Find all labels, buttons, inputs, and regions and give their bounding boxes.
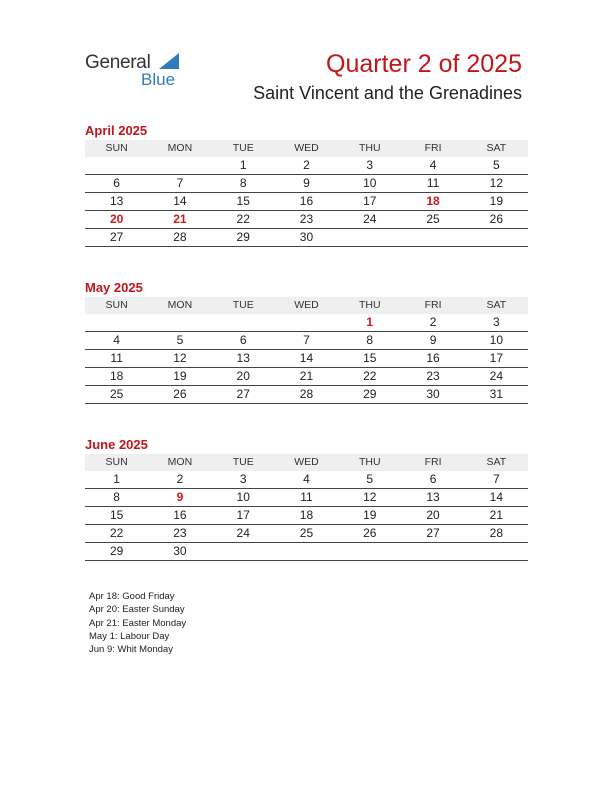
day-cell: 11 <box>426 176 440 190</box>
day-cell: 26 <box>363 526 377 540</box>
weekday-header: WED <box>294 456 319 468</box>
day-cell: 15 <box>236 194 250 208</box>
empty-day-cell <box>401 543 464 560</box>
weekday-header: SUN <box>105 456 128 468</box>
day-cell: 6 <box>429 472 437 486</box>
weekday-header: MON <box>167 456 193 468</box>
day-cell: 8 <box>113 490 120 504</box>
day-cell: 28 <box>299 387 314 401</box>
day-cell: 5 <box>176 333 184 347</box>
day-cell: 12 <box>363 490 377 504</box>
empty-day-cell <box>465 543 528 560</box>
holiday-day-cell: 1 <box>366 315 374 329</box>
holiday-day-cell: 21 <box>173 212 187 226</box>
day-cell: 22 <box>109 526 124 540</box>
month-june <box>85 436 528 561</box>
logo-blue-text: Blue <box>141 70 176 89</box>
holiday-day-cell: 9 <box>176 490 184 504</box>
day-cell: 16 <box>173 508 187 522</box>
day-cell: 18 <box>299 508 314 522</box>
day-cell: 4 <box>429 158 437 172</box>
weekday-header: WED <box>294 299 319 311</box>
weekday-header: FRI <box>424 299 442 311</box>
empty-day-cell <box>212 314 275 331</box>
day-cell: 11 <box>110 351 123 365</box>
weekday-header: TUE <box>232 299 254 311</box>
day-cell: 17 <box>363 194 377 208</box>
day-cell: 6 <box>239 333 247 347</box>
day-cell: 31 <box>489 387 503 401</box>
day-cell: 2 <box>176 472 184 486</box>
week-row <box>85 350 528 368</box>
holiday-day-cell: 20 <box>109 212 124 226</box>
holiday-note: May 1: Labour Day <box>89 630 170 642</box>
day-cell: 27 <box>109 230 124 244</box>
empty-day-cell <box>85 314 148 331</box>
weekday-header: THU <box>358 299 381 311</box>
page-title: Quarter 2 of 2025 <box>326 50 522 78</box>
day-cell: 21 <box>489 508 503 522</box>
day-cell: 4 <box>113 333 120 347</box>
day-cell: 30 <box>173 544 187 558</box>
day-cell: 20 <box>426 508 440 522</box>
day-cell: 5 <box>366 472 374 486</box>
empty-day-cell <box>338 543 401 560</box>
day-cell: 29 <box>109 544 124 558</box>
day-cell: 9 <box>429 333 437 347</box>
empty-day-cell <box>338 229 401 246</box>
day-cell: 7 <box>303 333 310 347</box>
day-cell: 7 <box>176 176 184 190</box>
weekday-header: SUN <box>105 142 128 154</box>
day-cell: 24 <box>363 212 377 226</box>
weekday-header: SUN <box>105 299 128 311</box>
day-cell: 23 <box>426 369 440 383</box>
holiday-note: Apr 18: Good Friday <box>89 591 175 602</box>
day-cell: 27 <box>236 387 250 401</box>
day-cell: 20 <box>236 369 250 383</box>
day-cell: 11 <box>300 490 313 504</box>
weekday-header: SAT <box>486 299 507 311</box>
day-cell: 24 <box>236 526 250 540</box>
holiday-notes <box>89 590 186 656</box>
day-cell: 14 <box>299 351 314 365</box>
day-cell: 18 <box>109 369 124 383</box>
day-cell: 14 <box>173 194 187 208</box>
holiday-day-cell: 18 <box>426 194 440 208</box>
empty-day-cell <box>85 157 148 174</box>
day-cell: 1 <box>113 472 120 486</box>
week-row <box>85 229 528 247</box>
day-cell: 30 <box>299 230 314 244</box>
holiday-note: Jun 9: Whit Monday <box>89 644 173 656</box>
day-cell: 16 <box>426 351 440 365</box>
day-cell: 19 <box>173 369 187 383</box>
day-cell: 26 <box>489 212 503 226</box>
day-cell: 19 <box>363 508 377 522</box>
day-cell: 25 <box>426 212 440 226</box>
week-row <box>85 332 528 350</box>
day-cell: 17 <box>489 351 503 365</box>
day-cell: 25 <box>109 387 124 401</box>
month-title: June 2025 <box>85 437 148 452</box>
empty-day-cell <box>401 229 464 246</box>
day-cell: 22 <box>236 212 250 226</box>
week-row <box>85 157 528 175</box>
weekday-header: SAT <box>486 142 507 154</box>
day-cell: 13 <box>109 194 124 208</box>
day-cell: 13 <box>426 490 440 504</box>
day-cell: 26 <box>173 387 187 401</box>
empty-day-cell <box>465 229 528 246</box>
month-april <box>85 122 528 247</box>
day-cell: 12 <box>489 176 503 190</box>
weekday-header: FRI <box>424 142 442 154</box>
day-cell: 2 <box>303 158 310 172</box>
day-cell: 29 <box>236 230 250 244</box>
day-cell: 16 <box>299 194 314 208</box>
week-row <box>85 525 528 543</box>
day-cell: 13 <box>236 351 250 365</box>
week-row <box>85 507 528 525</box>
day-cell: 28 <box>489 526 503 540</box>
day-cell: 29 <box>363 387 377 401</box>
day-cell: 30 <box>426 387 440 401</box>
day-cell: 3 <box>492 315 500 329</box>
holiday-note: Apr 21: Easter Monday <box>89 617 187 629</box>
day-cell: 27 <box>426 526 440 540</box>
day-cell: 28 <box>173 230 187 244</box>
day-cell: 3 <box>366 158 374 172</box>
day-cell: 9 <box>303 176 310 190</box>
month-title: May 2025 <box>85 280 143 295</box>
weekday-header-row <box>85 454 528 471</box>
day-cell: 8 <box>239 176 247 190</box>
day-cell: 10 <box>489 333 503 347</box>
logo-triangle-icon <box>159 53 179 69</box>
day-cell: 22 <box>363 369 377 383</box>
weekday-header-row <box>85 297 528 314</box>
day-cell: 14 <box>489 490 503 504</box>
day-cell: 23 <box>299 212 314 226</box>
week-row <box>85 489 528 507</box>
week-row <box>85 543 528 561</box>
day-cell: 15 <box>363 351 377 365</box>
week-row <box>85 314 528 332</box>
weekday-header: TUE <box>232 142 254 154</box>
weekday-header-row <box>85 140 528 157</box>
page-subtitle: Saint Vincent and the Grenadines <box>253 83 522 103</box>
day-cell: 7 <box>492 472 500 486</box>
weekday-header: SAT <box>486 456 507 468</box>
day-cell: 6 <box>113 176 120 190</box>
holiday-note: Apr 20: Easter Sunday <box>89 604 185 616</box>
day-cell: 1 <box>239 158 247 172</box>
week-row <box>85 193 528 211</box>
day-cell: 24 <box>489 369 503 383</box>
month-may <box>85 279 528 404</box>
day-cell: 4 <box>303 472 310 486</box>
day-cell: 5 <box>492 158 500 172</box>
day-cell: 25 <box>299 526 314 540</box>
day-cell: 12 <box>173 351 187 365</box>
empty-day-cell <box>212 543 275 560</box>
week-row <box>85 471 528 489</box>
day-cell: 10 <box>236 490 250 504</box>
week-row <box>85 175 528 193</box>
weekday-header: TUE <box>232 456 254 468</box>
weekday-header: THU <box>358 456 381 468</box>
day-cell: 17 <box>236 508 250 522</box>
day-cell: 8 <box>366 333 374 347</box>
weekday-header: THU <box>358 142 381 154</box>
empty-day-cell <box>148 314 211 331</box>
day-cell: 19 <box>489 194 503 208</box>
day-cell: 10 <box>363 176 377 190</box>
empty-day-cell <box>148 157 211 174</box>
day-cell: 21 <box>299 369 314 383</box>
week-row <box>85 368 528 386</box>
day-cell: 23 <box>173 526 187 540</box>
weekday-header: WED <box>294 142 319 154</box>
general-blue-logo <box>85 50 185 90</box>
day-cell: 3 <box>239 472 247 486</box>
empty-day-cell <box>275 314 338 331</box>
day-cell: 2 <box>429 315 437 329</box>
empty-day-cell <box>275 543 338 560</box>
weekday-header: MON <box>167 142 193 154</box>
weekday-header: FRI <box>424 456 442 468</box>
week-row <box>85 386 528 404</box>
weekday-header: MON <box>167 299 193 311</box>
week-row <box>85 211 528 229</box>
month-title: April 2025 <box>85 123 148 138</box>
logo-general-text: General <box>85 52 151 73</box>
day-cell: 15 <box>109 508 124 522</box>
